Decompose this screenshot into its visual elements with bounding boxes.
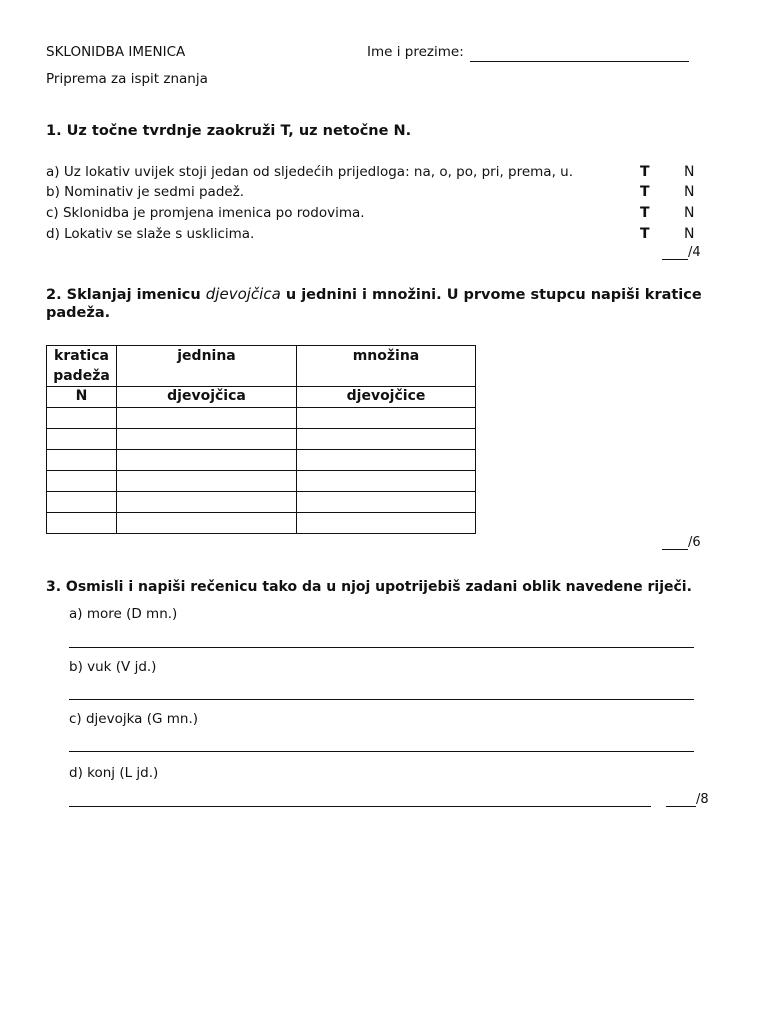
table-cell: djevojčice (297, 387, 476, 408)
table-cell[interactable] (47, 450, 117, 471)
header-case-abbrev-line2: padeža (53, 368, 110, 384)
q1-item-c: c) Sklonidba je promjena imenica po rodovima. (46, 205, 365, 221)
q1-score-max: /4 (688, 245, 701, 260)
table-row[interactable] (47, 408, 476, 429)
table-cell[interactable] (297, 471, 476, 492)
q3-heading: 3. Osmisli i napiši rečenicu tako da u njoj upotrijebiš zadani oblik navedene riječi. (46, 579, 692, 595)
q1-item-d-true-option[interactable]: T (640, 226, 650, 242)
q1-item-d: d) Lokativ se slaže s usklicima. (46, 226, 255, 242)
q3-answer-line-d[interactable] (69, 806, 651, 807)
q1-item-a: a) Uz lokativ uvijek stoji jedan od sljedećih prijedloga: na, o, po, pri, prema, u. (46, 164, 574, 180)
table-cell[interactable] (117, 471, 297, 492)
table-cell[interactable] (47, 492, 117, 513)
declension-table (46, 345, 476, 534)
name-input-line[interactable] (470, 61, 689, 62)
table-cell[interactable] (297, 450, 476, 471)
table-cell[interactable] (47, 408, 117, 429)
q1-item-b-false-option[interactable]: N (684, 184, 695, 200)
header-singular: jednina (117, 346, 297, 387)
q1-heading: 1. Uz točne tvrdnje zaokruži T, uz netočne N. (46, 123, 412, 139)
q2-score-blank[interactable] (662, 549, 688, 550)
table-cell: N (47, 387, 117, 408)
q2-heading-part1: 2. Sklanjaj imenicu (46, 287, 201, 303)
q3-answer-line-a[interactable] (69, 647, 694, 648)
table-row[interactable] (47, 513, 476, 534)
q1-item-a-false-option[interactable]: N (684, 164, 695, 180)
q2-heading-part2: u jednini i množini. U prvome stupcu napiši kratice (285, 287, 702, 303)
q1-item-b-true-option[interactable]: T (640, 184, 650, 200)
table-row[interactable] (47, 450, 476, 471)
table-cell[interactable] (117, 492, 297, 513)
q2-heading-line2: padeža. (46, 305, 111, 321)
table-cell[interactable] (47, 429, 117, 450)
q3-score-blank[interactable] (666, 806, 696, 807)
table-cell[interactable] (297, 429, 476, 450)
table-cell[interactable] (117, 450, 297, 471)
q3-answer-line-b[interactable] (69, 699, 694, 700)
table-row[interactable] (47, 429, 476, 450)
header-plural: množina (297, 346, 476, 387)
worksheet-title: SKLONIDBA IMENICA (46, 44, 186, 60)
q1-item-a-true-option[interactable]: T (640, 164, 650, 180)
q2-score-max: /6 (688, 535, 701, 550)
worksheet-subtitle: Priprema za ispit znanja (46, 71, 208, 87)
table-cell[interactable] (47, 513, 117, 534)
table-cell[interactable] (297, 492, 476, 513)
q1-item-b: b) Nominativ je sedmi padež. (46, 184, 245, 200)
q1-score-blank[interactable] (662, 259, 688, 260)
table-cell: djevojčica (117, 387, 297, 408)
q1-item-c-true-option[interactable]: T (640, 205, 650, 221)
q3-item-c: c) djevojka (G mn.) (69, 711, 199, 727)
q3-item-a: a) more (D mn.) (69, 606, 178, 622)
table-cell[interactable] (117, 429, 297, 450)
q3-item-b: b) vuk (V jd.) (69, 659, 157, 675)
q2-heading-word: djevojčica (205, 285, 281, 303)
q1-item-c-false-option[interactable]: N (684, 205, 695, 221)
table-row[interactable] (47, 492, 476, 513)
q3-item-d: d) konj (L jd.) (69, 765, 159, 781)
table-header-row (47, 346, 476, 387)
q3-answer-line-c[interactable] (69, 751, 694, 752)
table-cell[interactable] (297, 408, 476, 429)
table-row[interactable] (47, 471, 476, 492)
header-case-abbrev (47, 346, 117, 387)
table-row (47, 387, 476, 408)
name-label: Ime i prezime: (367, 44, 464, 60)
header-case-abbrev-line1: kratica (54, 348, 109, 364)
table-cell[interactable] (117, 513, 297, 534)
q3-score-max: /8 (696, 792, 709, 807)
table-cell[interactable] (297, 513, 476, 534)
table-cell[interactable] (117, 408, 297, 429)
q2-heading (46, 285, 702, 303)
table-cell[interactable] (47, 471, 117, 492)
q1-item-d-false-option[interactable]: N (684, 226, 695, 242)
